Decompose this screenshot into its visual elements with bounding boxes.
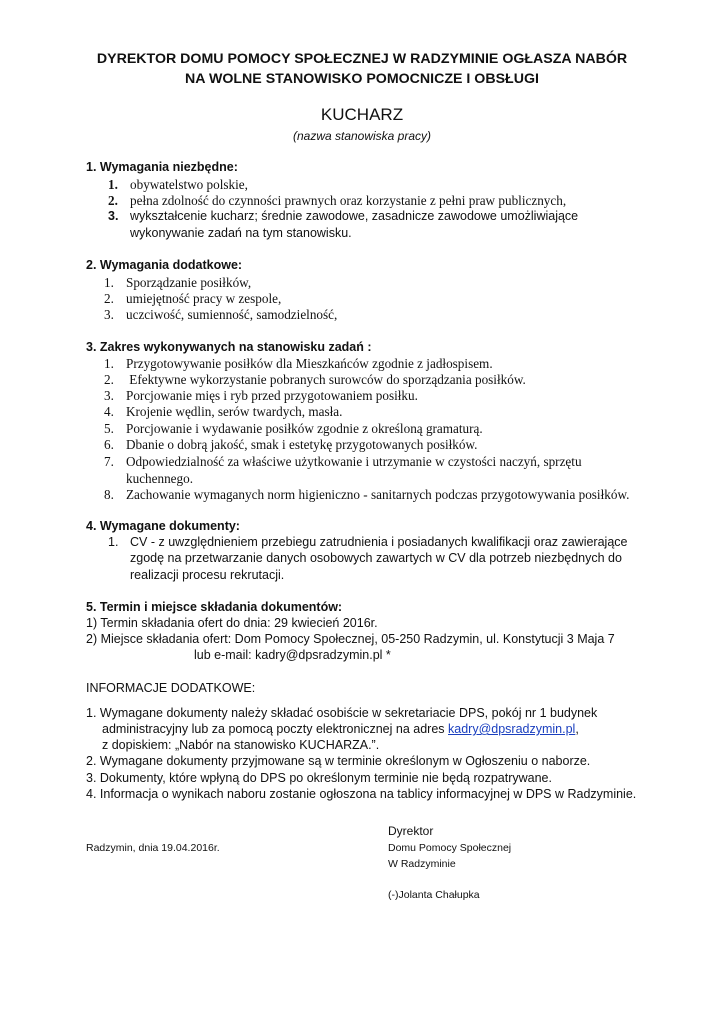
section1-item3-continuation: wykonywanie zadań na tym stanowisku. <box>130 226 352 240</box>
info-item3: 3. Dokumenty, które wpłyną do DPS po określonym terminie nie będą rozpatrywane. <box>86 771 552 785</box>
header-line-2: NA WOLNE STANOWISKO POMOCNICZE I OBSŁUGI <box>185 71 539 87</box>
section1-item: 1. obywatelstwo polskie, <box>108 177 248 192</box>
section4-item: 1. CV - z uwzględnieniem przebiegu zatrudnienia i posiadanych kwalifikacji oraz zawierające <box>108 535 628 549</box>
section3-item7-continuation: kuchennego. <box>126 471 194 486</box>
section2-heading: 2. Wymagania dodatkowe: <box>86 258 243 272</box>
signature-line-2: W Radzyminie <box>388 858 456 870</box>
section3-item: 6. Dbanie o dobrą jakość, smak i estetykę przygotowanych posiłków. <box>104 437 478 452</box>
section4-item-line3: realizacji procesu rekrutacji. <box>130 568 285 582</box>
position-subtitle: (nazwa stanowiska pracy) <box>292 129 432 143</box>
section1-item: 2. pełna zdolność do czynności prawnych oraz korzystanie z pełni praw publicznych, <box>108 193 567 208</box>
info-heading: INFORMACJE DODATKOWE: <box>86 681 256 695</box>
section3-item: 1. Przygotowywanie posiłków dla Mieszkańców zgodnie z jadłospisem. <box>104 356 493 371</box>
section3-item: 3. Porcjowanie mięs i ryb przed przygotowaniem posiłku. <box>104 388 418 403</box>
position-title: KUCHARZ <box>320 105 404 124</box>
section2-item: 3. uczciwość, sumienność, samodzielność, <box>104 307 338 322</box>
section3-item: 7. Odpowiedzialność za właściwe użytkowanie i utrzymanie w czystości naczyń, sprzętu <box>104 454 582 469</box>
info-item4: 4. Informacja o wynikach naboru zostanie ogłoszona na tablicy informacyjnej w DPS w Radzyminie. <box>86 787 637 801</box>
header-line-1: DYREKTOR DOMU POMOCY SPOŁECZNEJ W RADZYMINIE OGŁASZA NABÓR <box>96 51 628 67</box>
info-item1-line2: administracyjny lub za pomocą poczty elektronicznej na adres kadry@dpsradzymin.pl, <box>102 722 579 736</box>
section1-item: 3. wykształcenie kucharz; średnie zawodowe, zasadnicze zawodowe umożliwiające <box>108 209 579 223</box>
email-link[interactable]: kadry@dpsradzymin.pl <box>448 722 576 736</box>
signature-name: (-)Jolanta Chałupka <box>388 889 480 901</box>
info-item2: 2. Wymagane dokumenty przyjmowane są w terminie określonym w Ogłoszeniu o naborze. <box>86 754 591 768</box>
deadline-line: 1) Termin składania ofert do dnia: 29 kwiecień 2016r. <box>86 616 378 630</box>
section4-item-line2: zgodę na przetwarzanie danych osobowych zawartych w CV dla potrzeb niezbędnych do <box>130 551 622 565</box>
section3-item: 5. Porcjowanie i wydawanie posiłków zgodnie z określoną gramaturą. <box>104 421 483 436</box>
section2-item: 1. Sporządzanie posiłków, <box>104 275 252 290</box>
email-line: lub e-mail: kadry@dpsradzymin.pl * <box>194 648 391 662</box>
section3-item: 4. Krojenie wędlin, serów twardych, masła. <box>104 404 343 419</box>
section3-heading: 3. Zakres wykonywanych na stanowisku zadań : <box>86 340 372 354</box>
section4-heading: 4. Wymagane dokumenty: <box>86 519 240 533</box>
signature-title: Dyrektor <box>388 824 434 838</box>
place-date: Radzymin, dnia 19.04.2016r. <box>86 842 220 854</box>
signature-line-1: Domu Pomocy Społecznej <box>388 842 512 854</box>
place-line: 2) Miejsce składania ofert: Dom Pomocy Społecznej, 05-250 Radzymin, ul. Konstytucji 3 Maja 7 <box>86 632 615 646</box>
info-item1-line1: 1. Wymagane dokumenty należy składać osobiście w sekretariacie DPS, pokój nr 1 budynek <box>86 706 598 720</box>
section3-item: 2. Efektywne wykorzystanie pobranych surowców do sporządzania posiłków. <box>104 372 526 387</box>
section1-heading: 1. Wymagania niezbędne: <box>86 160 238 174</box>
section3-item: 8. Zachowanie wymaganych norm higieniczno - sanitarnych podczas przygotowywania posiłków. <box>104 487 630 502</box>
section2-item: 2. umiejętność pracy w zespole, <box>104 291 282 306</box>
section5-heading: 5. Termin i miejsce składania dokumentów: <box>86 600 343 614</box>
info-item1-line3: z dopiskiem: „Nabór na stanowisko KUCHARZA.”. <box>102 738 380 752</box>
